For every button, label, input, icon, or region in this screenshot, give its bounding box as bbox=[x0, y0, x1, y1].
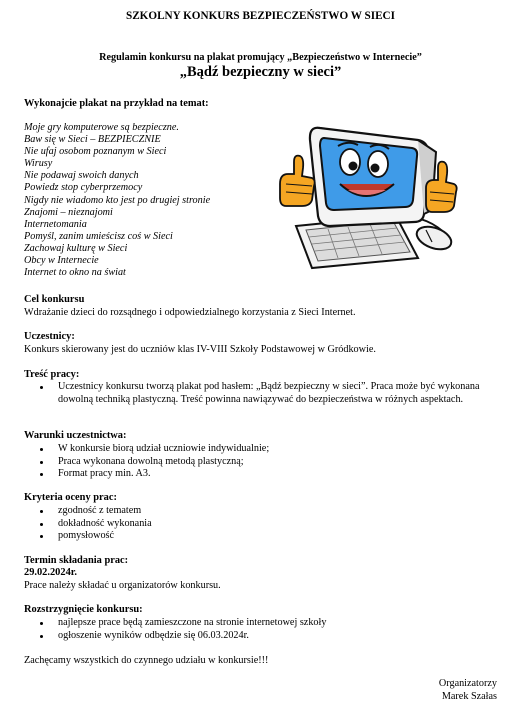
goal-text: Wdrażanie dzieci do rozsądnego i odpowiedzialnego korzystania z Sieci Internet. bbox=[24, 307, 356, 318]
topic-item: Nigdy nie wiadomo kto jest po drugiej stronie bbox=[24, 194, 211, 206]
deadline-date: 29.02.2024r. bbox=[24, 567, 78, 578]
signature-role: Organizatorzy bbox=[438, 678, 497, 689]
criteria-heading: Kryteria oceny prac: bbox=[24, 492, 117, 503]
topic-item: Powiedz stop cyberprzemocy bbox=[24, 182, 143, 194]
list-item: Format pracy min. A3. bbox=[24, 468, 500, 481]
list-item: Praca wykonana dowolną metodą plastyczną; bbox=[24, 456, 500, 469]
deadline-heading: Termin składania prac: bbox=[24, 555, 129, 566]
results-heading: Rozstrzygnięcie konkursu: bbox=[24, 604, 143, 615]
conditions-list bbox=[24, 443, 500, 481]
topic-item: Pomyśl, zanim umieścisz coś w Sieci bbox=[24, 230, 173, 242]
list-item: Uczestnicy konkursu tworzą plakat pod hasłem: „Bądź bezpieczny w sieci”. Praca może być wykonana dowolną techniką plastyczną. Treść powinna nawiązywać do bezpieczeństwa w różnych aspektach. bbox=[24, 381, 500, 406]
topic-item: Obcy w Internecie bbox=[24, 255, 99, 267]
results-list bbox=[24, 617, 500, 642]
list-item: W konkursie biorą udział uczniowie indywidualnie; bbox=[24, 443, 500, 456]
topic-item: Nie podawaj swoich danych bbox=[24, 170, 139, 182]
criteria-list bbox=[24, 505, 500, 543]
topic-item: Baw się w Sieci – BEZPIECZNIE bbox=[24, 134, 161, 146]
participants-heading: Uczestnicy: bbox=[24, 331, 75, 342]
topics-list bbox=[24, 122, 210, 279]
conditions-heading: Warunki uczestnictwa: bbox=[24, 430, 127, 441]
cartoon-computer-thumbs-up-icon bbox=[278, 118, 458, 270]
deadline-text: Prace należy składać u organizatorów konkursu. bbox=[24, 580, 221, 591]
document-subtitle: Regulamin konkursu na plakat promujący „Bezpieczeństwo w Internecie” bbox=[99, 52, 422, 63]
list-item: ogłoszenie wyników odbędzie się 06.03.2024r. bbox=[24, 630, 500, 643]
contest-slogan: „Bądź bezpieczny w sieci” bbox=[179, 64, 342, 80]
content-list bbox=[24, 381, 500, 406]
list-item: najlepsze prace będą zamieszczone na stronie internetowej szkoły bbox=[24, 617, 500, 630]
signature-name: Marek Szałas bbox=[441, 691, 497, 702]
thumb-up-left-icon bbox=[280, 156, 315, 206]
topic-item: Moje gry komputerowe są bezpieczne. bbox=[24, 122, 179, 133]
closing-text: Zachęcamy wszystkich do czynnego udziału w konkursie!!! bbox=[24, 655, 269, 666]
topics-heading: Wykonajcie plakat na przykład na temat: bbox=[24, 98, 209, 109]
topic-item: Zachowaj kulturę w Sieci bbox=[24, 242, 128, 254]
topic-item: Znajomi – nieznajomi bbox=[24, 206, 113, 218]
document-title: SZKOLNY KONKURS BEZPIECZEŃSTWO W SIECI bbox=[126, 10, 395, 22]
goal-heading: Cel konkursu bbox=[24, 294, 85, 305]
content-heading: Treść pracy: bbox=[24, 369, 80, 380]
list-item: zgodność z tematem bbox=[24, 505, 500, 518]
topic-item: Internetomania bbox=[24, 218, 87, 230]
list-item: dokładność wykonania bbox=[24, 518, 500, 531]
topic-item: Nie ufaj osobom poznanym w Sieci bbox=[24, 146, 167, 158]
topic-item: Wirusy bbox=[24, 158, 53, 170]
list-item: pomysłowość bbox=[24, 530, 500, 543]
topic-item: Internet to okno na świat bbox=[24, 267, 126, 279]
participants-text: Konkurs skierowany jest do uczniów klas IV-VIII Szkoły Podstawowej w Gródkowie. bbox=[24, 344, 376, 355]
